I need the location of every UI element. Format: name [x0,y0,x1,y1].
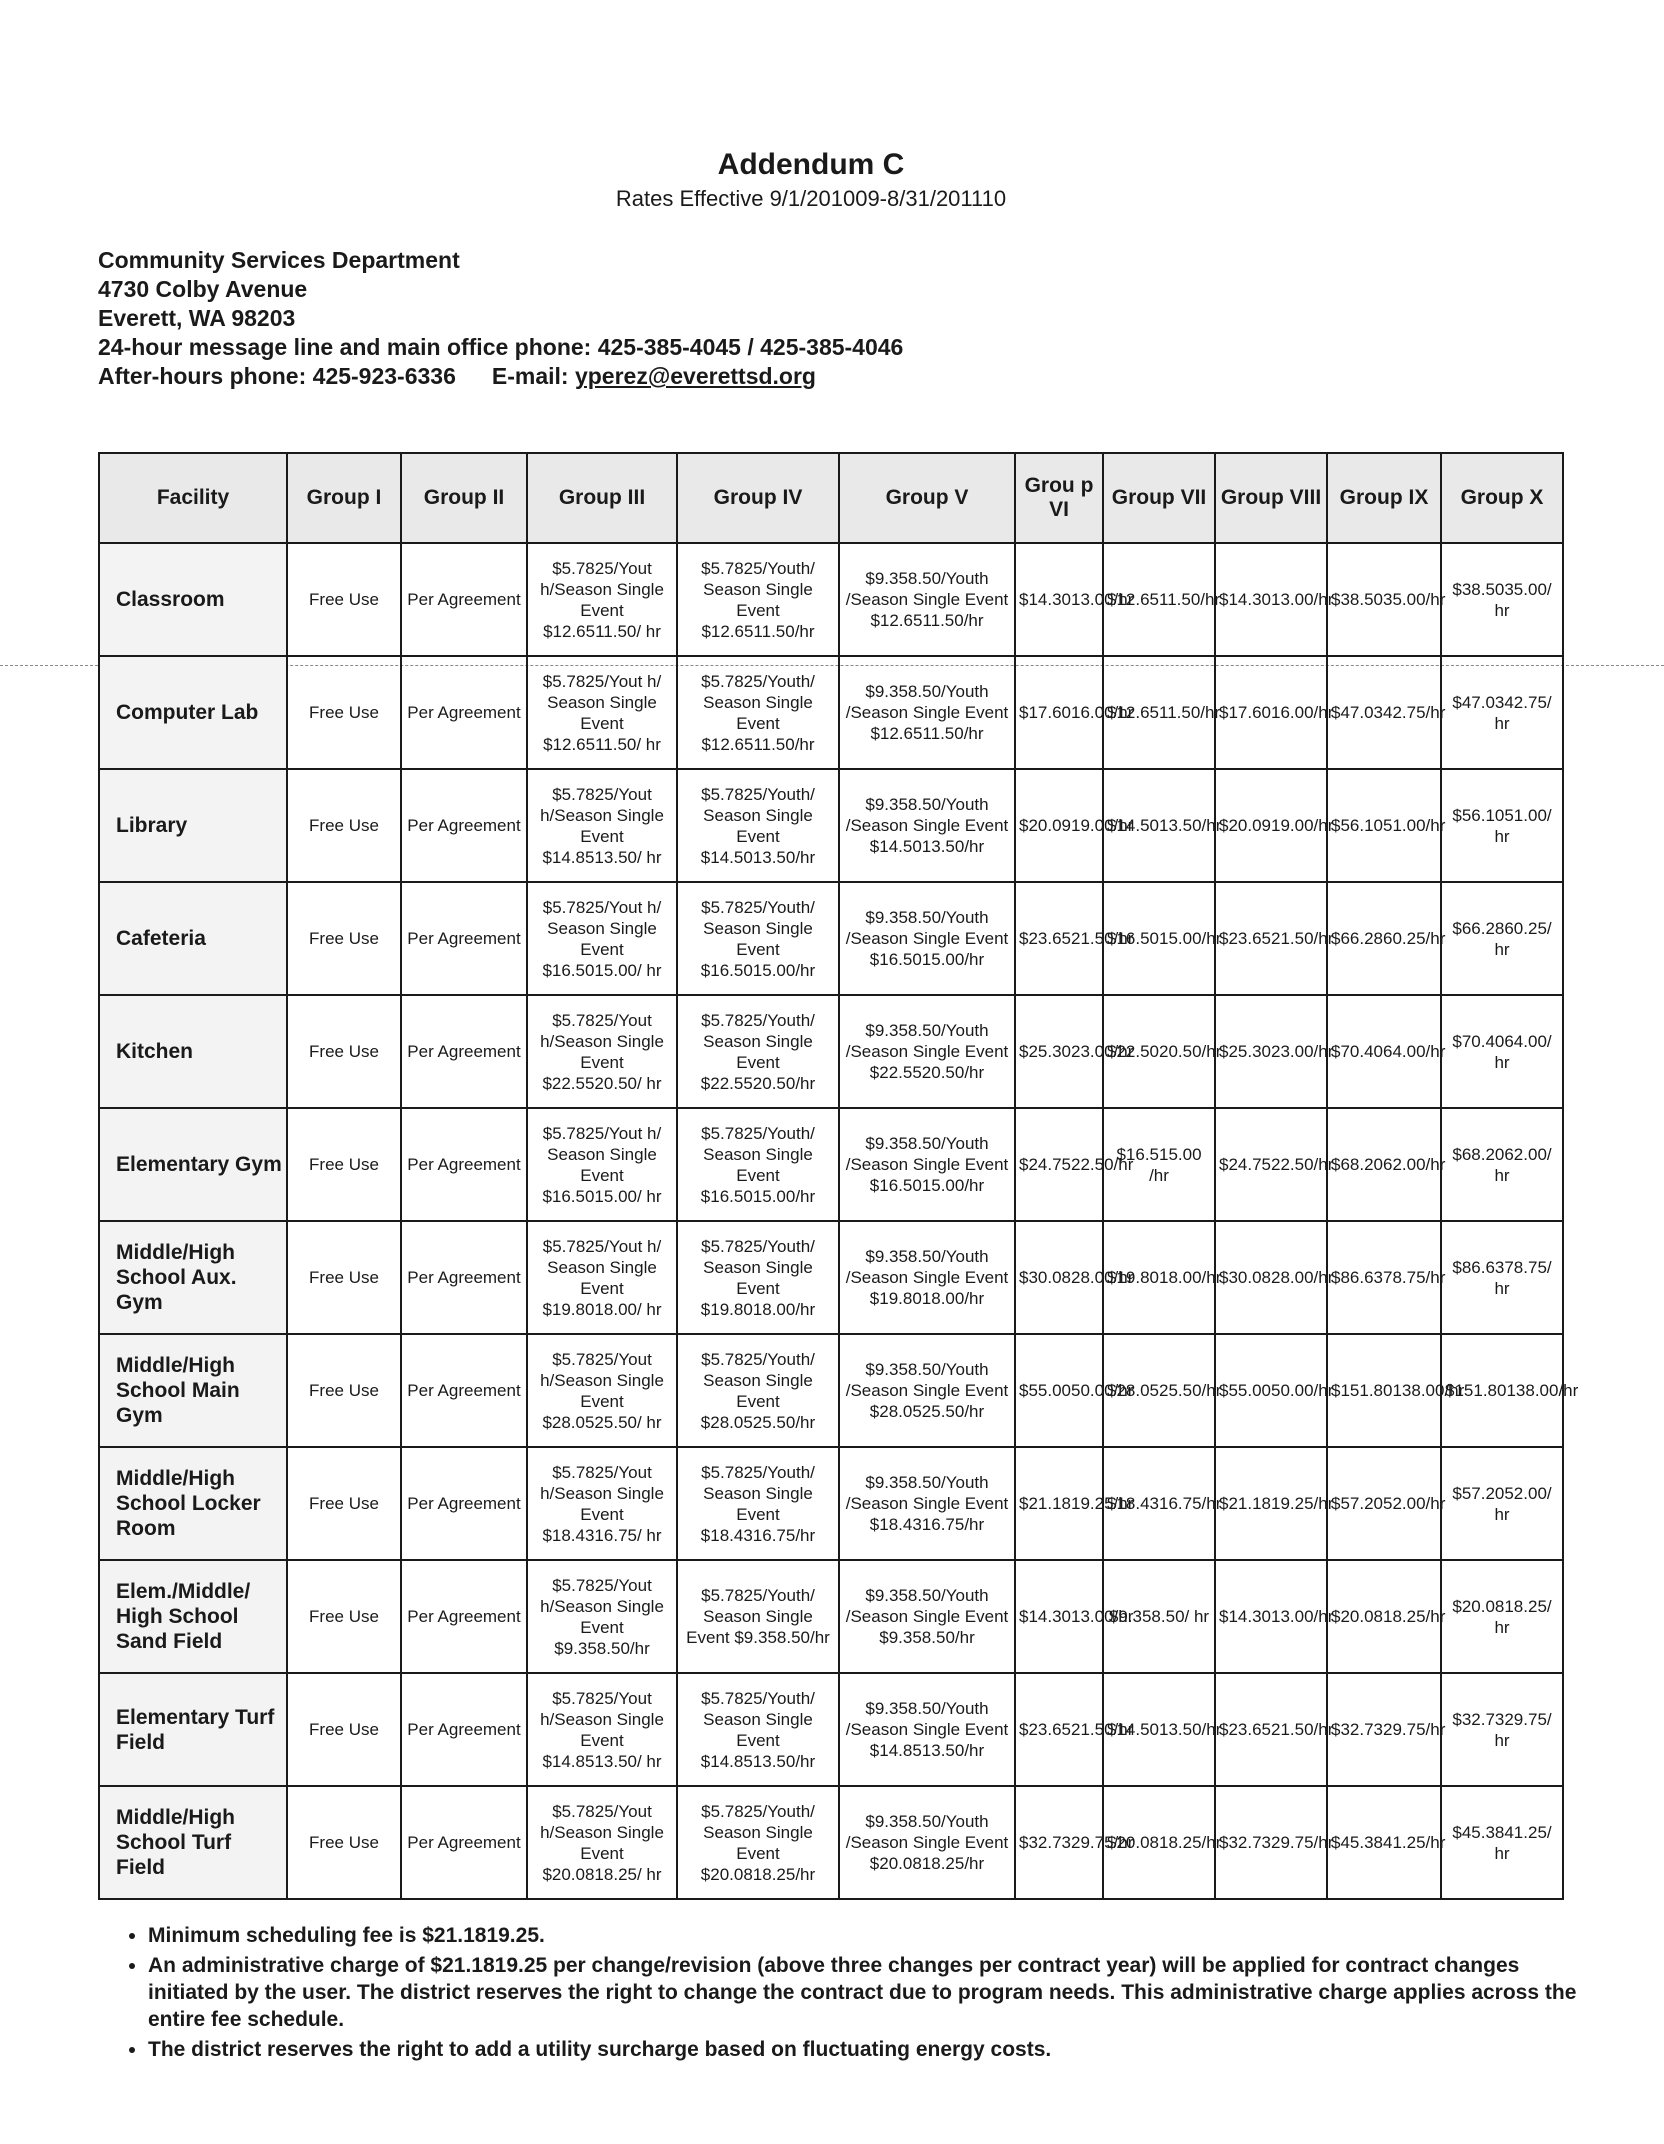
rate-cell: $32.7329.75/ hr [1441,1673,1563,1786]
rate-cell: $56.1051.00/ hr [1441,769,1563,882]
document-title: Addendum C [717,148,905,181]
table-row [99,1447,1563,1560]
column-header: Group III [527,453,677,543]
rate-cell: $70.4064.00/ hr [1441,995,1563,1108]
rate-cell: $5.7825/Yout h/Season Single Event $12.6511.50/ hr [527,543,677,656]
rate-cell: $9.358.50/Youth /Season Single Event $16.5015.00/hr [839,882,1015,995]
rate-cell: $5.7825/Youth/ Season Single Event $9.358.50/hr [677,1560,839,1673]
rate-cell: $5.7825/Youth/ Season Single Event $22.5520.50/hr [677,995,839,1108]
rate-cell: $5.7825/Youth/ Season Single Event $19.8018.00/hr [677,1221,839,1334]
rate-cell: Free Use [287,1673,401,1786]
column-header: Group VIII [1215,453,1327,543]
column-header: Group V [839,453,1015,543]
rate-cell: $5.7825/Yout h/Season Single Event $28.0525.50/ hr [527,1334,677,1447]
rate-cell: $57.2052.00/hr [1327,1447,1441,1560]
rate-cell: $20.0919.00/hr [1015,769,1103,882]
notes-list [124,1922,1588,2066]
rate-cell: $9.358.50/Youth /Season Single Event $22.5520.50/hr [839,995,1015,1108]
facility-cell: Middle/High School Turf Field [99,1786,287,1899]
rate-cell: $20.0919.00/hr [1215,769,1327,882]
rate-cell: Per Agreement [401,1221,527,1334]
rate-cell: $28.0525.50/hr [1103,1334,1215,1447]
table-row [99,882,1563,995]
rate-cell: $5.7825/Yout h/Season Single Event $22.5520.50/ hr [527,995,677,1108]
table-row [99,1108,1563,1221]
rate-cell: $66.2860.25/hr [1327,882,1441,995]
department-name: Community Services Department [98,247,460,273]
rate-cell: $5.7825/Yout h/Season Single Event $14.8513.50/ hr [527,1673,677,1786]
facility-cell: Middle/High School Aux. Gym [99,1221,287,1334]
column-header: Group VII [1103,453,1215,543]
rate-cell: $5.7825/Yout h/Season Single Event $14.8513.50/ hr [527,769,677,882]
note-item: • An administrative charge of $21.1819.25 per change/revision (above three changes per contract year) will be applied for contract changes initiated by the user. The district reserves the right to change the contract due to program needs. This administrative charge applies across the entire fee schedule. [148,1952,1588,2033]
rate-cell: $5.7825/Youth/ Season Single Event $16.5015.00/hr [677,882,839,995]
rate-cell: $16.5015.00/hr [1103,882,1215,995]
table-row [99,1221,1563,1334]
rate-cell: $5.7825/Yout h/Season Single Event $20.0818.25/ hr [527,1786,677,1899]
rate-cell: $5.7825/Yout h/ Season Single Event $19.8018.00/ hr [527,1221,677,1334]
rate-cell: $14.3013.00/hr [1215,543,1327,656]
rate-cell: $18.4316.75/hr [1103,1447,1215,1560]
rate-cell: $17.6016.00/hr [1015,656,1103,769]
rate-cell: $14.5013.50/hr [1103,1673,1215,1786]
rate-cell: $30.0828.00/hr [1015,1221,1103,1334]
rate-cell: $32.7329.75/hr [1015,1786,1103,1899]
facility-cell: Middle/High School Main Gym [99,1334,287,1447]
rate-cell: Free Use [287,1108,401,1221]
rate-cell: $86.6378.75/hr [1327,1221,1441,1334]
rate-cell: Per Agreement [401,1108,527,1221]
rates-table [98,452,1579,1900]
rate-cell: $56.1051.00/hr [1327,769,1441,882]
rate-cell: $5.7825/Yout h/ Season Single Event $12.6511.50/ hr [527,656,677,769]
rate-cell: $9.358.50/ hr [1103,1560,1215,1673]
rate-cell: $9.358.50/Youth /Season Single Event $14.8513.50/hr [839,1673,1015,1786]
rate-cell: Per Agreement [401,882,527,995]
column-header: Group X [1441,453,1563,543]
rate-cell: $68.2062.00/hr [1327,1108,1441,1221]
rate-cell: $70.4064.00/hr [1327,995,1441,1108]
note-item: • Minimum scheduling fee is $21.1819.25. [148,1922,1588,1949]
rate-cell: $5.7825/Youth/ Season Single Event $28.0525.50/hr [677,1334,839,1447]
column-header: Group II [401,453,527,543]
rate-cell: $5.7825/Youth/ Season Single Event $18.4316.75/hr [677,1447,839,1560]
street-address: 4730 Colby Avenue [98,276,308,302]
rate-cell: $5.7825/Youth/ Season Single Event $12.6511.50/hr [677,543,839,656]
rate-cell: $20.0818.25/hr [1103,1786,1215,1899]
rate-cell: $45.3841.25/ hr [1441,1786,1563,1899]
rate-cell: Free Use [287,1334,401,1447]
rate-cell: $5.7825/Yout h/ Season Single Event $16.5015.00/ hr [527,882,677,995]
facility-cell: Elementary Turf Field [99,1673,287,1786]
phone-line: 24-hour message line and main office phone: 425-385-4045 / 425-385-4046 [98,334,904,360]
rate-cell: $5.7825/Yout h/Season Single Event $18.4316.75/ hr [527,1447,677,1560]
rate-cell: $45.3841.25/hr [1327,1786,1441,1899]
rate-cell: Per Agreement [401,1673,527,1786]
rate-cell: $38.5035.00/ hr [1441,543,1563,656]
rate-cell: Free Use [287,1221,401,1334]
table-row [99,1786,1563,1899]
rate-cell: Per Agreement [401,1560,527,1673]
facility-cell: Elementary Gym [99,1108,287,1221]
note-item: • The district reserves the right to add a utility surcharge based on fluctuating energy costs. [148,2036,1588,2063]
rate-cell: $5.7825/Youth/ Season Single Event $16.5015.00/hr [677,1108,839,1221]
rate-cell: $68.2062.00/ hr [1441,1108,1563,1221]
rate-cell: $23.6521.50/hr [1215,882,1327,995]
rate-cell: $55.0050.00/hr [1015,1334,1103,1447]
rate-cell: $5.7825/Yout h/ Season Single Event $16.5015.00/ hr [527,1108,677,1221]
email-link[interactable]: yperez@everettsd.org [574,363,816,389]
rate-cell: $55.0050.00/hr [1215,1334,1327,1447]
rate-cell: $24.7522.50/hr [1215,1108,1327,1221]
rate-cell: $32.7329.75/hr [1327,1673,1441,1786]
table-row [99,769,1563,882]
rate-cell: $9.358.50/Youth /Season Single Event $20.0818.25/hr [839,1786,1015,1899]
rate-cell: Free Use [287,995,401,1108]
rate-cell: $9.358.50/Youth /Season Single Event $9.358.50/hr [839,1560,1015,1673]
rate-cell: $23.6521.50/hr [1215,1673,1327,1786]
table-header-row [99,453,1563,543]
table-row [99,1560,1563,1673]
rate-cell: $14.3013.00/hr [1015,1560,1103,1673]
rate-cell: Free Use [287,882,401,995]
rate-cell: Free Use [287,1786,401,1899]
table-row [99,995,1563,1108]
contact-block [98,246,903,391]
after-hours-line [98,362,903,391]
rate-cell: $23.6521.50/hr [1015,882,1103,995]
column-header: Group IX [1327,453,1441,543]
facility-cell: Elem./Middle/ High School Sand Field [99,1560,287,1673]
rate-cell: $151.80138.00/hr [1441,1334,1563,1447]
rate-cell: $9.358.50/Youth /Season Single Event $16.5015.00/hr [839,1108,1015,1221]
rate-cell: $9.358.50/Youth /Season Single Event $18.4316.75/hr [839,1447,1015,1560]
rate-cell: Free Use [287,1560,401,1673]
rate-cell: $23.6521.50/hr [1015,1673,1103,1786]
rate-cell: Per Agreement [401,995,527,1108]
rate-cell: $47.0342.75/ hr [1441,656,1563,769]
rate-cell: $5.7825/Youth/ Season Single Event $14.5013.50/hr [677,769,839,882]
column-header: Facility [99,453,287,543]
document-subtitle: Rates Effective 9/1/201009-8/31/201110 [615,186,1007,211]
rate-cell: $12.6511.50/hr [1103,656,1215,769]
rate-cell: $16.515.00 /hr [1103,1108,1215,1221]
rate-cell: $25.3023.00/hr [1015,995,1103,1108]
rate-cell: $21.1819.25/hr [1015,1447,1103,1560]
rate-cell: $9.358.50/Youth /Season Single Event $19.8018.00/hr [839,1221,1015,1334]
rate-cell: $5.7825/Yout h/Season Single Event $9.358.50/hr [527,1560,677,1673]
facility-cell: Cafeteria [99,882,287,995]
rate-cell: $9.358.50/Youth /Season Single Event $12.6511.50/hr [839,543,1015,656]
rate-cell: Per Agreement [401,1334,527,1447]
facility-cell: Kitchen [99,995,287,1108]
rate-cell: $38.5035.00/hr [1327,543,1441,656]
facility-cell: Library [99,769,287,882]
facility-cell: Classroom [99,543,287,656]
rate-cell: Free Use [287,769,401,882]
rate-cell: $9.358.50/Youth /Season Single Event $12.6511.50/hr [839,656,1015,769]
rate-cell: $151.80138.00/hr [1327,1334,1441,1447]
rate-cell: Free Use [287,1447,401,1560]
rate-cell: $24.7522.50/hr [1015,1108,1103,1221]
rate-cell: $19.8018.00/hr [1103,1221,1215,1334]
rate-cell: Per Agreement [401,656,527,769]
after-hours-phone: After-hours phone: 425-923-6336 [98,363,456,389]
rate-cell: $30.0828.00/hr [1215,1221,1327,1334]
rate-cell: $14.5013.50/hr [1103,769,1215,882]
rate-cell: Per Agreement [401,1786,527,1899]
rate-cell: $22.5020.50/hr [1103,995,1215,1108]
rate-cell: $9.358.50/Youth /Season Single Event $28.0525.50/hr [839,1334,1015,1447]
rate-cell: $32.7329.75/hr [1215,1786,1327,1899]
table-row [99,656,1563,769]
column-header: Group IV [677,453,839,543]
rate-cell: $20.0818.25/ hr [1441,1560,1563,1673]
facility-cell: Computer Lab [99,656,287,769]
table-row [99,1334,1563,1447]
column-header: Group I [287,453,401,543]
column-header: Grou p VI [1015,453,1103,543]
rate-cell: $20.0818.25/hr [1327,1560,1441,1673]
table-row [99,543,1563,656]
rate-cell: Per Agreement [401,1447,527,1560]
rate-cell: $25.3023.00/hr [1215,995,1327,1108]
rate-cell: Free Use [287,656,401,769]
rate-cell: $66.2860.25/ hr [1441,882,1563,995]
email-label: E-mail: [491,363,569,389]
rate-cell: $86.6378.75/ hr [1441,1221,1563,1334]
table-row [99,1673,1563,1786]
rate-cell: $21.1819.25/hr [1215,1447,1327,1560]
rate-cell: $17.6016.00/hr [1215,656,1327,769]
city-state-zip: Everett, WA 98203 [98,305,296,331]
rate-cell: $9.358.50/Youth /Season Single Event $14.5013.50/hr [839,769,1015,882]
rate-cell: $12.6511.50/hr [1103,543,1215,656]
rate-cell: $5.7825/Youth/ Season Single Event $12.6511.50/hr [677,656,839,769]
rate-cell: $57.2052.00/ hr [1441,1447,1563,1560]
rate-cell: $14.3013.00/hr [1015,543,1103,656]
rate-cell: Per Agreement [401,543,527,656]
rate-cell: $47.0342.75/hr [1327,656,1441,769]
rate-cell: $5.7825/Youth/ Season Single Event $14.8513.50/hr [677,1673,839,1786]
table-body [99,543,1579,1899]
rate-cell: $5.7825/Youth/ Season Single Event $20.0818.25/hr [677,1786,839,1899]
rate-cell: Free Use [287,543,401,656]
rate-cell: Per Agreement [401,769,527,882]
facility-cell: Middle/High School Locker Room [99,1447,287,1560]
rate-cell: $14.3013.00/hr [1215,1560,1327,1673]
